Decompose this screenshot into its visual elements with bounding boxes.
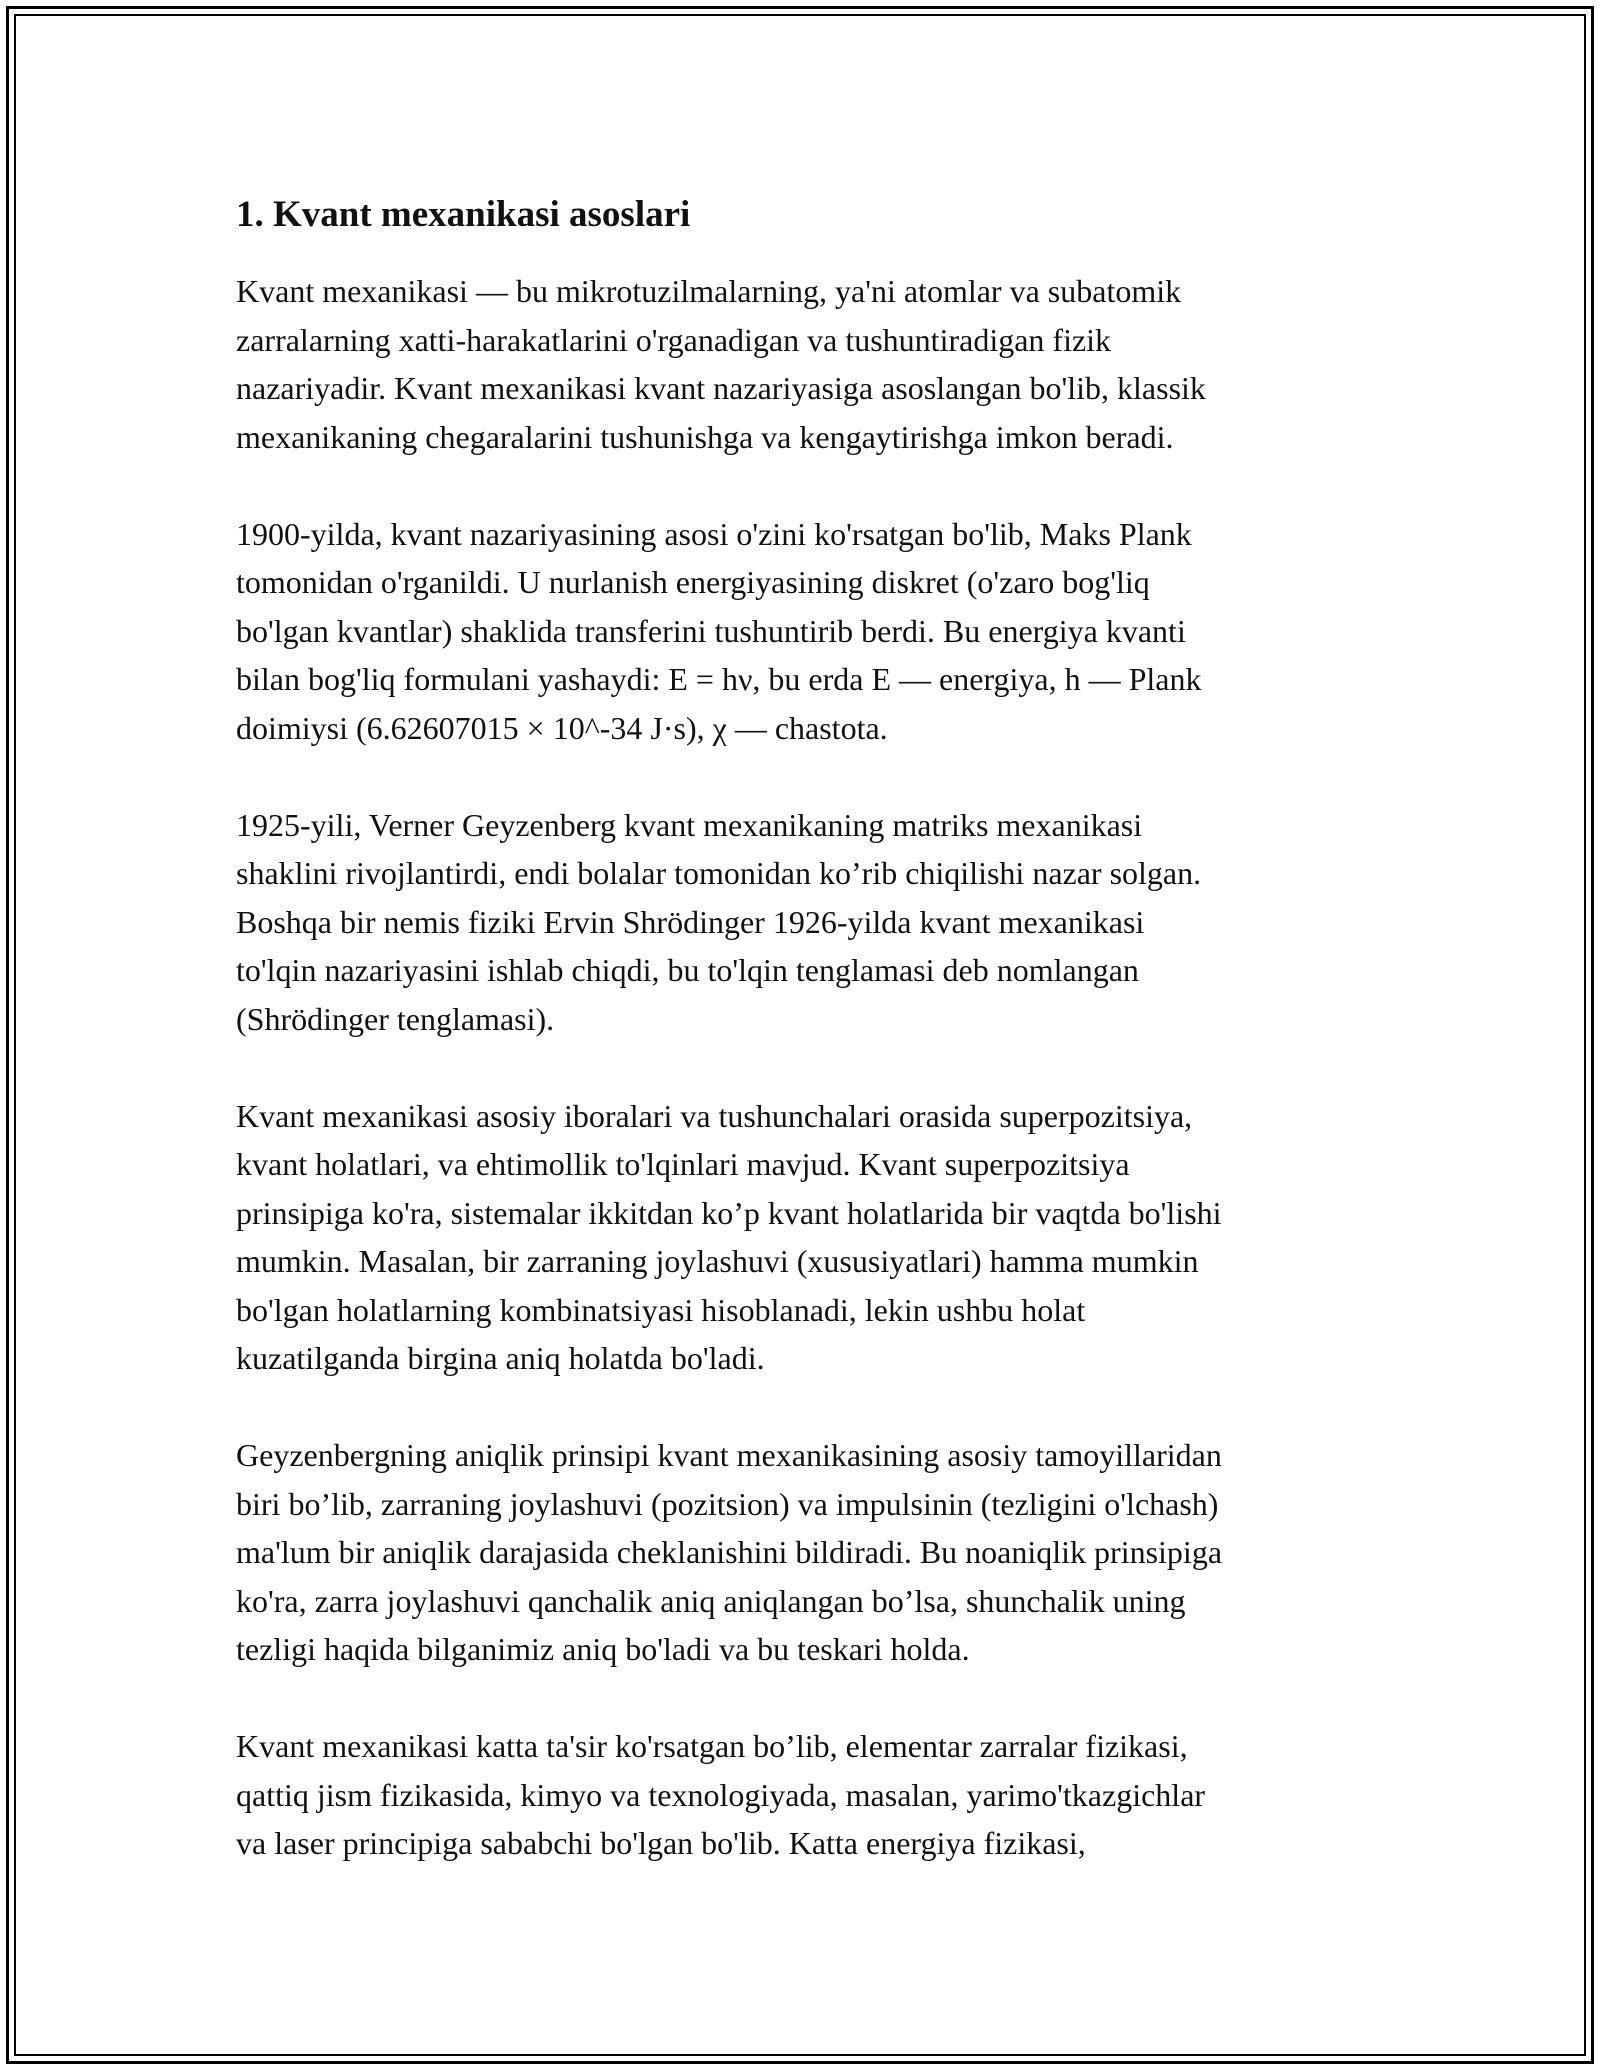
paragraph-line: bo'lgan holatlarning kombinatsiyasi hisoblanadi, lekin ushbu holat bbox=[236, 1291, 1086, 1328]
paragraph-line: tomonidan o'rganildi. U nurlanish energiyasining diskret (o'zaro bog'liq bbox=[236, 564, 1150, 600]
paragraph-6 bbox=[236, 1722, 1396, 1868]
paragraph-line: ko'ra, zarra joylashuvi qanchalik aniq aniqlangan bo’lsa, shunchalik uning bbox=[236, 1582, 1186, 1619]
paragraph-line: Kvant mexanikasi katta ta'sir ko'rsatgan bo’lib, elementar zarralar fizikasi, bbox=[236, 1728, 1188, 1764]
paragraph-line: (Shrödinger tenglamasi). bbox=[236, 1000, 555, 1037]
paragraph-line: tezligi haqida bilganimiz aniq bo'ladi va bu teskari holda. bbox=[236, 1631, 970, 1667]
paragraph-4 bbox=[236, 1092, 1396, 1383]
paragraph-line: Kvant mexanikasi asosiy iboralari va tushunchalari orasida superpozitsiya, bbox=[236, 1097, 1193, 1134]
paragraph-line: bilan bog'liq formulani yashaydi: E = hν, bu erda E — energiya, h — Plank bbox=[236, 661, 1202, 697]
paragraph-line: kuzatilganda birgina aniq holatda bo'ladi. bbox=[236, 1340, 765, 1376]
paragraph-line: nazariyadir. Kvant mexanikasi kvant nazariyasiga asoslangan bo'lib, klassik bbox=[236, 370, 1206, 406]
paragraph-line: mumkin. Masalan, bir zarraning joylashuvi (xususiyatlari) hamma mumkin bbox=[236, 1243, 1199, 1279]
paragraph-line: mexanikaning chegaralarini tushunishga va kengaytirishga imkon beradi. bbox=[236, 418, 1174, 455]
paragraph-line: biri bo’lib, zarraning joylashuvi (pozitsion) va impulsinin (tezligini o'lchash) bbox=[236, 1485, 1219, 1522]
paragraph-line: 1925-yili, Verner Geyzenberg kvant mexanikaning matriks mexanikasi bbox=[236, 806, 1143, 843]
paragraph-line: bo'lgan kvantlar) shaklida transferini tushuntirib berdi. Bu energiya kvanti bbox=[236, 612, 1186, 649]
paragraph-line: to'lqin nazariyasini ishlab chiqdi, bu to'lqin tenglamasi deb nomlangan bbox=[236, 952, 1139, 988]
paragraph-line: 1900-yilda, kvant nazariyasining asosi o'zini ko'rsatgan bo'lib, Maks Plank bbox=[236, 515, 1192, 552]
paragraph-line: Kvant mexanikasi — bu mikrotuzilmalarning, ya'ni atomlar va subatomik bbox=[236, 273, 1182, 309]
paragraph-5 bbox=[236, 1431, 1396, 1674]
paragraph-line: kvant holatlari, va ehtimollik to'lqinlari mavjud. Kvant superpozitsiya bbox=[236, 1146, 1130, 1182]
paragraph-1 bbox=[236, 267, 1396, 461]
paragraph-line: Boshqa bir nemis fiziki Ervin Shrödinger 1926-yilda kvant mexanikasi bbox=[236, 903, 1145, 940]
paragraph-line: shaklini rivojlantirdi, endi bolalar tomonidan ko’rib chiqilishi nazar solgan. bbox=[236, 855, 1202, 891]
paragraph-line: zarralarning xatti-harakatlarini o'rganadigan va tushuntiradigan fizik bbox=[236, 321, 1112, 358]
paragraph-line: ma'lum bir aniqlik darajasida cheklanishini bildiradi. Bu noaniqlik prinsipiga bbox=[236, 1534, 1223, 1570]
paragraph-2 bbox=[236, 510, 1396, 753]
paragraph-line: prinsipiga ko'ra, sistemalar ikkitdan ko’p kvant holatlarida bir vaqtda bo'lishi bbox=[236, 1194, 1222, 1231]
paragraph-3 bbox=[236, 801, 1396, 1044]
paragraph-line: qattiq jism fizikasida, kimyo va texnologiyada, masalan, yarimo'tkazgichlar bbox=[236, 1776, 1206, 1813]
section-heading: 1. Kvant mexanikasi asoslari bbox=[236, 194, 691, 235]
document-body bbox=[236, 185, 1396, 1916]
paragraph-line: Geyzenbergning aniqlik prinsipi kvant mexanikasining asosiy tamoyillaridan bbox=[236, 1437, 1222, 1473]
paragraph-line: doimiysi (6.62607015 × 10^-34 J·s), χ — chastota. bbox=[236, 709, 888, 746]
paragraph-line: va laser principiga sababchi bo'lgan bo'lib. Katta energiya fizikasi, bbox=[236, 1825, 1086, 1861]
